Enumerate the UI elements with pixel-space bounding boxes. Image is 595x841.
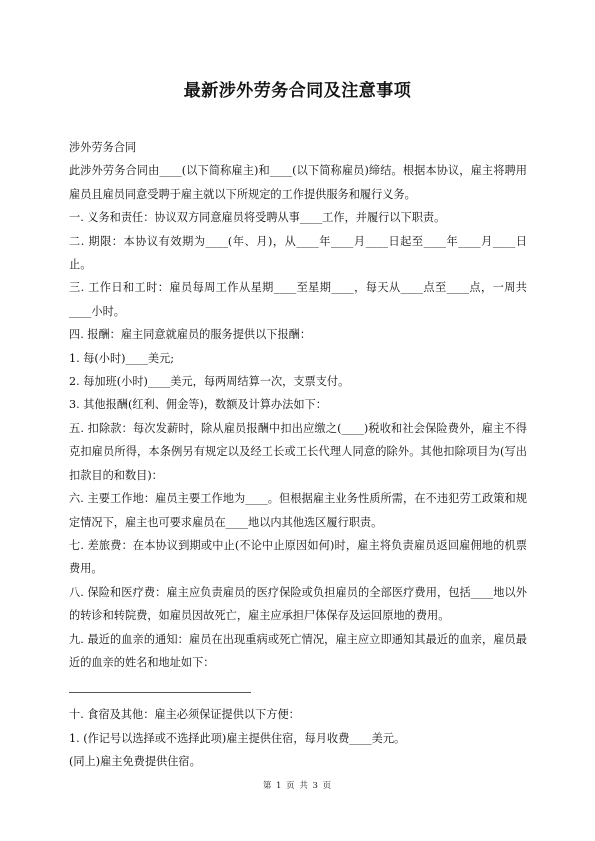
clause-1-duties: 一. 义务和责任：协议双方同意雇员将受聘从事____工作，并履行以下职责。 (69, 211, 446, 225)
page-title: 最新涉外劳务合同及注意事项 (183, 81, 412, 101)
clause-10-item-2: (同上)雇主免费提供住宿。 (69, 755, 201, 769)
clause-6-workplace: 六. 主要工作地：雇员主要工作地为____。但根据雇主业务性质所需，在不违犯劳工政策和规定情况下，雇主也可要求雇员在____地以内其他选区履行职责。 (69, 492, 527, 529)
clause-4-item-3: 3. 其他报酬(红利、佣金等)，数额及计算办法如下： (69, 398, 327, 412)
clause-4-remuneration: 四. 报酬：雇主同意就雇员的服务提供以下报酬： (69, 328, 312, 342)
document-body (69, 136, 527, 774)
clause-2-term: 二. 期限：本协议有效期为____(年、月)，从____年____月____日起至____年____月____日止。 (69, 234, 527, 272)
clause-8-insurance: 八. 保险和医疗费：雇主应负责雇员的医疗保险或负担雇员的全部医疗费用，包括____地以外的转诊和转院费，如雇员因故死亡，雇主应承担尸体保存及运回原地的费用。 (69, 585, 527, 623)
fill-in-line (69, 692, 251, 693)
clause-7-travel: 七. 差旅费：在本协议到期或中止(不论中止原因如何)时，雇主将负责雇员返回雇佣地的机票费用。 (69, 538, 527, 576)
clause-4-item-1: 1. 每(小时)____美元; (69, 351, 175, 365)
clause-10-item-1: 1. (作记号以选择或不选择此项)雇主提供住宿，每月收费____美元。 (69, 731, 406, 745)
clause-3-working-hours: 三. 工作日和工时：雇员每周工作从星期____至星期____，每天从____点至____点，一周共____小时。 (69, 281, 527, 318)
paragraph-heading: 涉外劳务合同 (69, 141, 137, 154)
page-footer: 第 1 页 共 3 页 (262, 781, 333, 791)
clause-10-board-lodging: 十. 食宿及其他：雇主必须保证提供以下方便： (69, 708, 300, 722)
clause-4-item-2: 2. 每加班(小时)____美元，每两周结算一次，支票支付。 (69, 375, 350, 389)
clause-5-deductions: 五. 扣除款：每次发薪时，除从雇员报酬中扣出应缴之(____)税收和社会保险费外，雇主不得克扣雇员所得，本条例另有规定以及经工长或工长代理人同意的除外。其他扣除项目为(写出扣款目的和数目)： (69, 421, 527, 482)
paragraph-intro: 此涉外劳务合同由____(以下简称雇主)和____(以下简称雇员)缔结。根据本协议，雇主将聘用雇员且雇员同意受聘于雇主就以下所规定的工作提供服务和履行义务。 (69, 164, 527, 201)
clause-9-next-of-kin: 九. 最近的血亲的通知：雇员在出现重病或死亡情况，雇主应立即通知其最近的血亲，雇员最近的血亲的姓名和地址如下： (69, 632, 527, 669)
